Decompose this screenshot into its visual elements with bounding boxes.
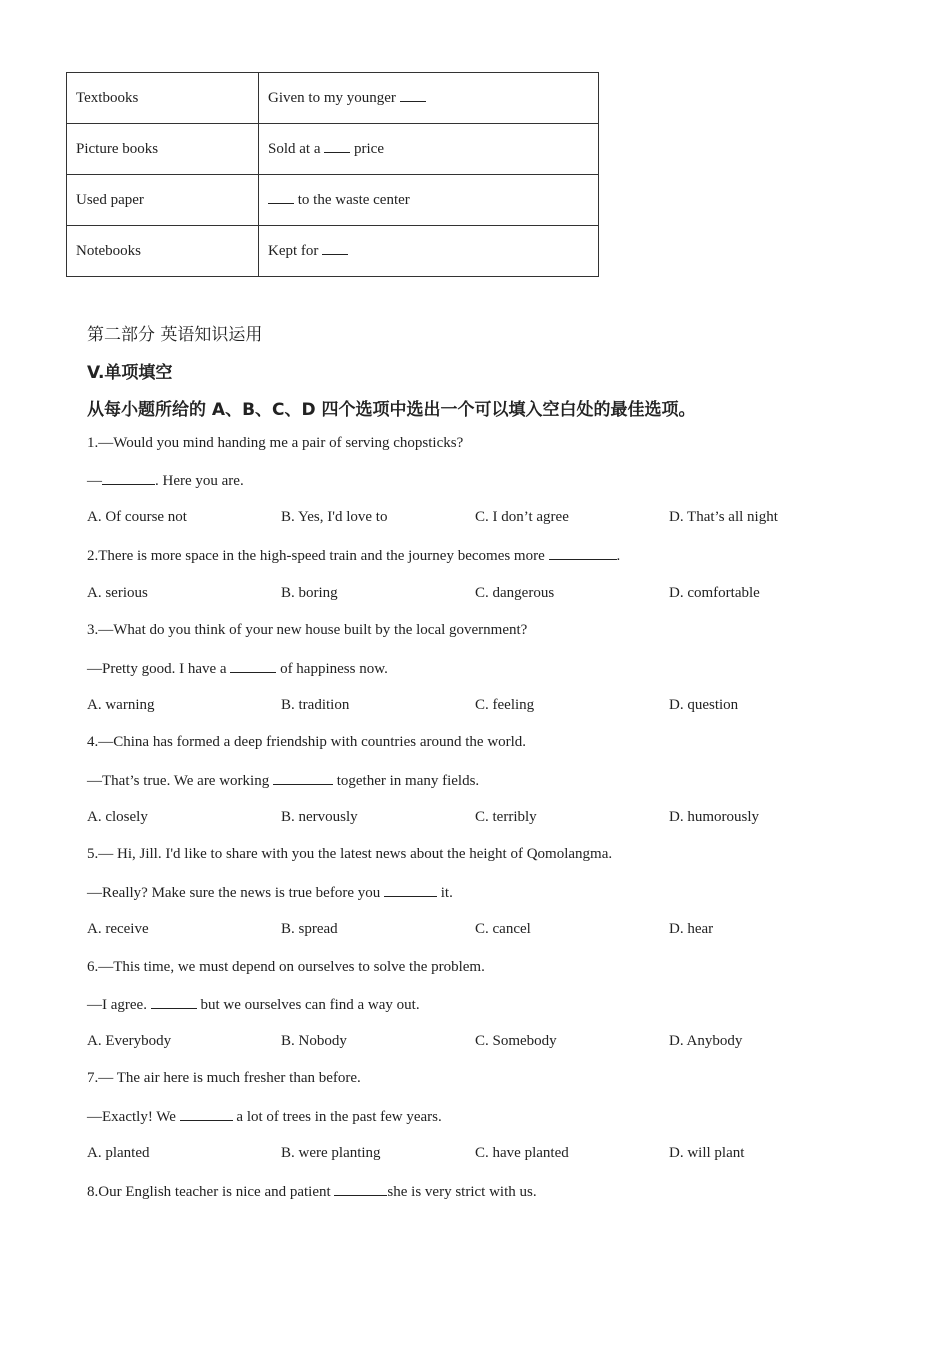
option-d[interactable]: D. Anybody [669, 1033, 743, 1049]
question-4-stem [87, 734, 526, 751]
stem-text: of happiness now. [276, 661, 388, 677]
action-text-pre: Sold at a [268, 141, 325, 157]
option-b[interactable]: B. spread [281, 921, 338, 937]
option-c[interactable]: C. feeling [475, 697, 535, 713]
action-text-post: price [350, 141, 384, 157]
stem-text: —Exactly! We [87, 1109, 180, 1125]
stem-text: a lot of trees in the past few years. [232, 1109, 442, 1125]
action-cell [259, 175, 599, 226]
answer-blank[interactable] [268, 191, 294, 204]
item-cell: Notebooks [67, 226, 259, 277]
question-7-stem [87, 1070, 361, 1087]
stem-text: — [87, 473, 102, 489]
option-a[interactable]: A. closely [87, 809, 148, 825]
answer-blank[interactable] [324, 140, 350, 153]
item-cell: Used paper [67, 175, 259, 226]
answer-blank[interactable] [549, 547, 617, 560]
disposal-table [66, 72, 599, 277]
option-b[interactable]: B. Nobody [281, 1033, 347, 1049]
option-d[interactable]: D. That’s all night [669, 509, 778, 525]
stem-text: 2.There is more space in the high-speed train and the journey becomes more [87, 548, 549, 564]
option-c[interactable]: C. dangerous [475, 585, 555, 601]
table-row [67, 124, 599, 175]
question-8-stem [87, 1183, 537, 1201]
action-text-post: to the waste center [294, 192, 410, 208]
answer-blank[interactable] [334, 1183, 387, 1196]
instructions: 从每小题所给的 A、B、C、D 四个选项中选出一个可以填入空白处的最佳选项。 [87, 400, 696, 420]
stem-text: . Here you are. [155, 473, 244, 489]
stem-text: 8.Our English teacher is nice and patient [87, 1184, 335, 1200]
option-d[interactable]: D. question [669, 697, 739, 713]
question-3-reply [87, 660, 388, 678]
option-b[interactable]: B. nervously [281, 809, 358, 825]
stem-text: —Really? Make sure the news is true before you [87, 885, 384, 901]
question-3-stem [87, 622, 527, 639]
option-b[interactable]: B. were planting [281, 1145, 381, 1161]
answer-blank[interactable] [230, 660, 276, 673]
question-6-stem [87, 959, 485, 976]
option-a[interactable]: A. Everybody [87, 1033, 172, 1049]
stem-text: —Pretty good. I have a [87, 661, 231, 677]
table-row [67, 175, 599, 226]
option-a[interactable]: A. warning [87, 697, 155, 713]
answer-blank[interactable] [400, 89, 426, 102]
stem-text: 7.— The air here is much fresher than before. [87, 1070, 361, 1086]
stem-text: 5.— Hi, Jill. I'd like to share with you the latest news about the height of Qomolangma. [87, 846, 613, 862]
part-title: 第二部分 英语知识运用 [87, 325, 263, 345]
stem-text: 3.—What do you think of your new house built by the local government? [87, 622, 528, 638]
option-c[interactable]: C. Somebody [475, 1033, 557, 1049]
action-text-pre: Given to my younger [268, 90, 400, 106]
stem-text: —I agree. [87, 997, 151, 1013]
action-cell [259, 226, 599, 277]
stem-text: 4.—China has formed a deep friendship with countries around the world. [87, 734, 527, 750]
option-a[interactable]: A. Of course not [87, 509, 187, 525]
option-c[interactable]: C. cancel [475, 921, 531, 937]
table-row [67, 226, 599, 277]
question-5-stem [87, 846, 612, 863]
option-c[interactable]: C. I don’t agree [475, 509, 569, 525]
action-cell [259, 124, 599, 175]
option-b[interactable]: B. tradition [281, 697, 350, 713]
answer-blank[interactable] [322, 242, 348, 255]
stem-text: but we ourselves can find a way out. [196, 997, 420, 1013]
question-4-reply [87, 772, 479, 790]
answer-blank[interactable] [273, 772, 333, 785]
option-b[interactable]: B. Yes, I'd love to [281, 509, 388, 525]
question-5-reply [87, 884, 453, 902]
option-d[interactable]: D. humorously [669, 809, 759, 825]
item-cell: Picture books [67, 124, 259, 175]
answer-blank[interactable] [384, 884, 437, 897]
action-text-pre: Kept for [268, 243, 323, 259]
answer-blank[interactable] [180, 1108, 233, 1121]
action-cell [259, 73, 599, 124]
table-row [67, 73, 599, 124]
option-a[interactable]: A. receive [87, 921, 149, 937]
question-1-reply [87, 472, 244, 490]
option-c[interactable]: C. terribly [475, 809, 537, 825]
stem-text: 6.—This time, we must depend on ourselves to solve the problem. [87, 959, 485, 975]
stem-text: it. [437, 885, 453, 901]
question-2-stem [87, 547, 620, 565]
question-7-reply [87, 1108, 442, 1126]
section-title: V.单项填空 [87, 363, 173, 383]
option-d[interactable]: D. comfortable [669, 585, 760, 601]
item-cell: Textbooks [67, 73, 259, 124]
option-d[interactable]: D. hear [669, 921, 714, 937]
stem-text: she is very strict with us. [387, 1184, 537, 1200]
answer-blank[interactable] [102, 472, 155, 485]
answer-blank[interactable] [151, 996, 197, 1009]
option-d[interactable]: D. will plant [669, 1145, 745, 1161]
question-1-stem [87, 435, 463, 452]
option-b[interactable]: B. boring [281, 585, 338, 601]
stem-text: —That’s true. We are working [87, 773, 273, 789]
stem-text: together in many fields. [332, 773, 480, 789]
stem-text: . [616, 548, 621, 564]
question-6-reply [87, 996, 420, 1014]
option-a[interactable]: A. planted [87, 1145, 150, 1161]
option-a[interactable]: A. serious [87, 585, 148, 601]
option-c[interactable]: C. have planted [475, 1145, 569, 1161]
stem-text: 1.—Would you mind handing me a pair of serving chopsticks? [87, 435, 464, 451]
